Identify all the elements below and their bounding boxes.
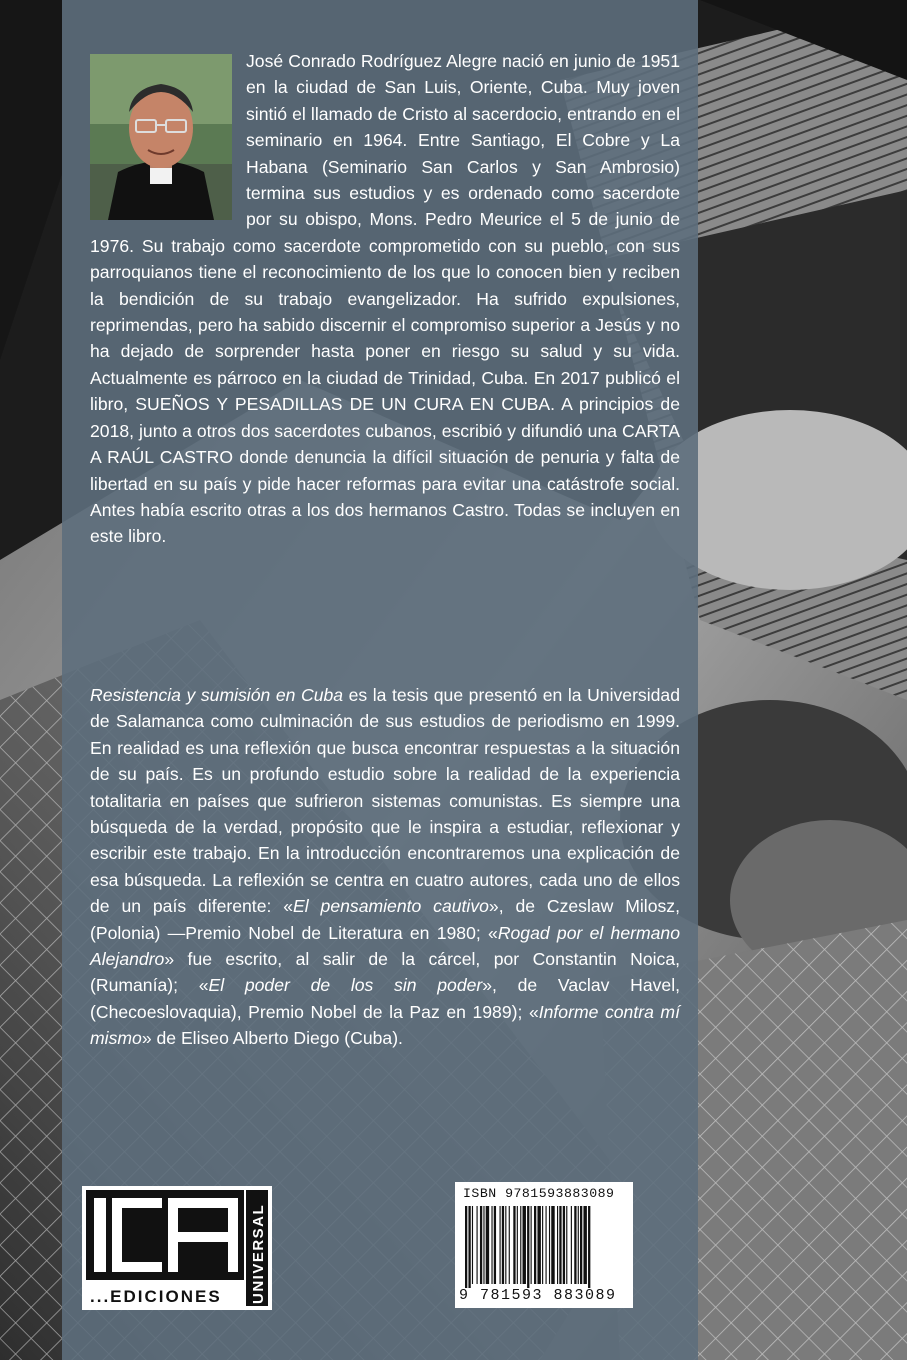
ediciones-universal-logo: [82, 1186, 272, 1310]
synopsis-text: [90, 682, 680, 1052]
work-detail-4: » de Eliseo Alberto Diego (Cuba).: [141, 1028, 403, 1049]
isbn-digits: 9 781593 883089: [459, 1287, 617, 1304]
work-title-1: El pensamiento cautivo: [293, 896, 489, 917]
publisher-name-side: UNIVERSAL: [250, 1203, 267, 1304]
work-detail-1: », de Czeslaw Milosz, (Polonia) —Premio Nobel de Literatura en 1980; «: [90, 896, 680, 943]
work-title-3: El poder de los sin poder: [208, 975, 483, 996]
isbn-barcode: [455, 1182, 633, 1308]
work-title-4: Informe contra mí mismo: [90, 1001, 680, 1049]
publisher-logo: [82, 1186, 272, 1310]
work-detail-3: », de Vaclav Havel, (Checoeslovaquia), Premio Nobel de la Paz en 1989); «: [90, 975, 680, 1022]
synopsis-section: [90, 682, 680, 1052]
work-detail-2: » fue escrito, al salir de la cárcel, por Constantin Noica, (Rumanía); «: [90, 949, 680, 996]
work-title-2: Rogad por el hermano Alejandro: [90, 922, 680, 970]
book-title-italic: Resistencia y sumisión en Cuba: [90, 685, 344, 705]
synopsis-intro: es la tesis que presentó en la Universidad de Salamanca como culminación de sus estudios de periodismo en 1999. En realidad es una reflexión que busca encontrar respuestas a la situación de su país. Es un profundo estudio sobre la realidad de la experiencia totalitaria en países que sufrieron sistemas comunistas. Es siempre una búsqueda de la verdad, propósito que le inspira a estudiar, reflexionar y escribir este trabajo. En la introducción encontraremos una explicación de esa búsqueda. La reflexión se centra en cuatro autores, cada uno de ellos de un país diferente: «: [90, 685, 680, 917]
author-bio-text: José Conrado Rodríguez Alegre nació en junio de 1951 en la ciudad de San Luis, Oriente, Cuba. Muy joven sintió el llamado de Cristo al sacerdocio, entrando en el seminario en 1964. Entre Santiago, El Cobre y La Habana (Seminario San Carlos y San Ambrosio) termina sus estudios y es ordenado como sacerdote por su obispo, Mons. Pedro Meurice el 5 de junio de 1976. Su trabajo como sacerdote comprometido con su pueblo, con sus parroquianos tiene el reconocimiento de los que lo conocen bien y reciben la bendición de su trabajo evangelizador. Ha sufrido expulsiones, reprimendas, pero ha sabido discernir el compromiso superior a Jesús y no ha dejado de sorprender hasta poner en riesgo su salud y su vida. Actualmente es párroco en la ciudad de Trinidad, Cuba. En 2017 publicó el libro, SUEÑOS Y PESADILLAS DE UN CURA EN CUBA. A principios de 2018, junto a otros dos sacerdotes cubanos, escribió y difundió una CARTA A RAÚL CASTRO donde denuncia la difícil situación de penuria y falta de libertad en su país y pide hacer reformas para evitar una catástrofe social. Antes había escrito otras a los dos hermanos Castro. Todas se incluyen en este libro.: [90, 51, 680, 547]
author-bio-section: [90, 48, 680, 550]
author-photo: [90, 54, 232, 220]
publisher-name-bottom: ...EDICIONES: [90, 1287, 222, 1306]
isbn-label: ISBN 9781593883089: [463, 1186, 615, 1201]
